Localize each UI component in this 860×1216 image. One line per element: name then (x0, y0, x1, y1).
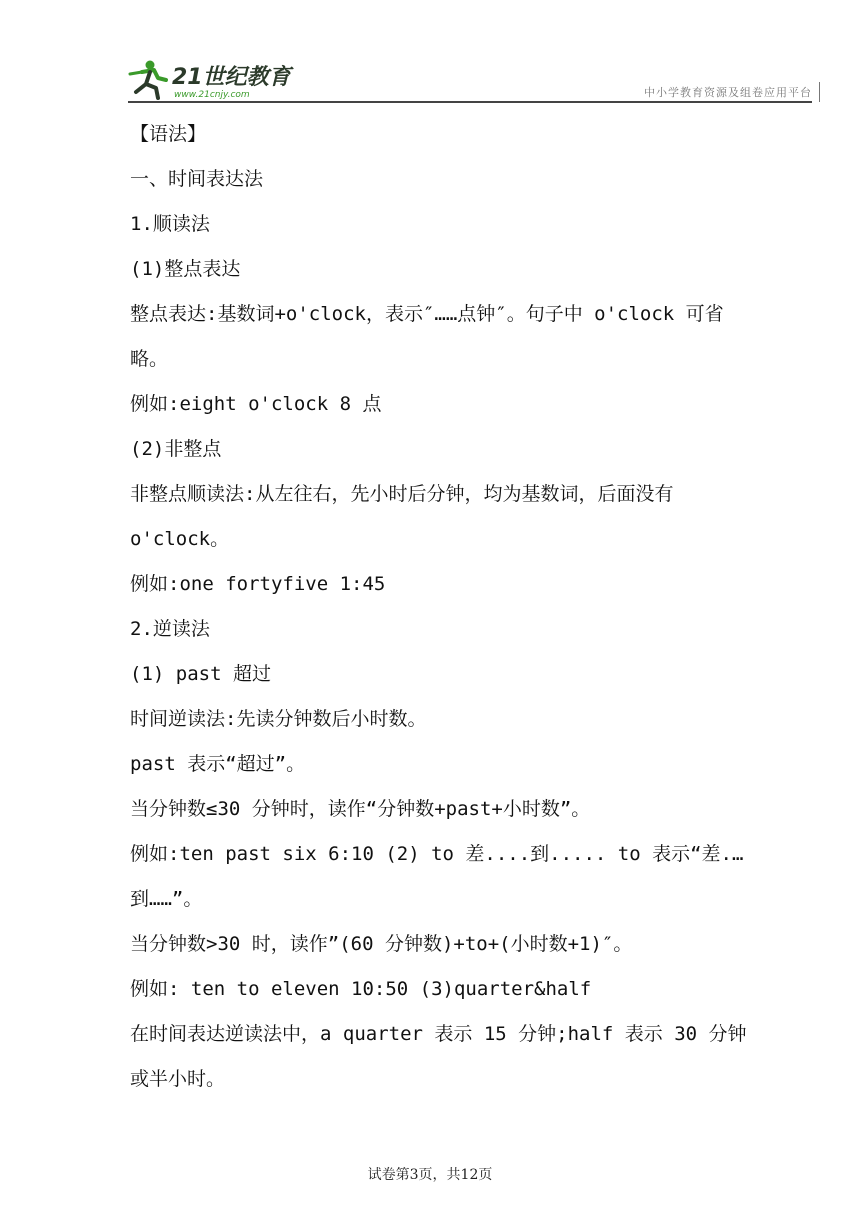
paragraph-line: 时间逆读法:先读分钟数后小时数。 (130, 708, 427, 730)
subheading-reverse-reading: 2.逆读法 (130, 618, 210, 640)
subheading-not-on-hour: (2)非整点 (130, 438, 222, 460)
runner-icon (130, 61, 166, 99)
platform-text: 中小学教育资源及组卷应用平台 (644, 86, 812, 99)
subheading-forward-reading: 1.顺读法 (130, 213, 210, 235)
paragraph-line: past 表示“超过”。 (130, 753, 306, 775)
paragraph-line: o'clock。 (130, 528, 230, 550)
page-header (128, 58, 820, 104)
section-heading-grammar: 【语法】 (130, 123, 207, 145)
paragraph-line: 当分钟数≤30 分钟时，读作“分钟数+past+小时数”。 (130, 798, 591, 820)
subheading-on-the-hour: (1)整点表达 (130, 258, 241, 280)
example-line: 例如:ten past six 6:10 (2) to 差....到..... to 表示“差.… (130, 843, 744, 865)
paragraph-line: 到……”。 (130, 888, 203, 910)
paragraph-line: 或半小时。 (130, 1068, 226, 1090)
logo (128, 58, 298, 100)
example-line: 例如:eight o'clock 8 点 (130, 393, 382, 415)
heading-time-expression: 一、时间表达法 (130, 168, 264, 190)
page-footer: 试卷第3页，共12页 (367, 1167, 493, 1183)
subheading-past: (1) past 超过 (130, 663, 271, 685)
document-body (130, 112, 747, 1102)
paragraph-line: 当分钟数>30 时，读作”(60 分钟数)+to+(小时数+1)″。 (130, 933, 633, 955)
logo-url: www.21cnjy.com (174, 90, 250, 100)
paragraph-line: 非整点顺读法:从左往右，先小时后分钟，均为基数词，后面没有 (130, 483, 674, 505)
header-rule (128, 101, 812, 103)
header-tick (819, 82, 820, 102)
logo-text: 21世纪教育 (172, 65, 291, 90)
paragraph-line: 在时间表达逆读法中，a quarter 表示 15 分钟;half 表示 30 分钟 (130, 1023, 747, 1045)
example-line: 例如: ten to eleven 10:50 (3)quarter&half (130, 978, 592, 1000)
paragraph-line: 整点表达:基数词+o'clock，表示″……点钟″。句子中 o'clock 可省 (130, 303, 724, 325)
paragraph-line: 略。 (130, 348, 169, 370)
example-line: 例如:one fortyfive 1:45 (130, 573, 386, 595)
